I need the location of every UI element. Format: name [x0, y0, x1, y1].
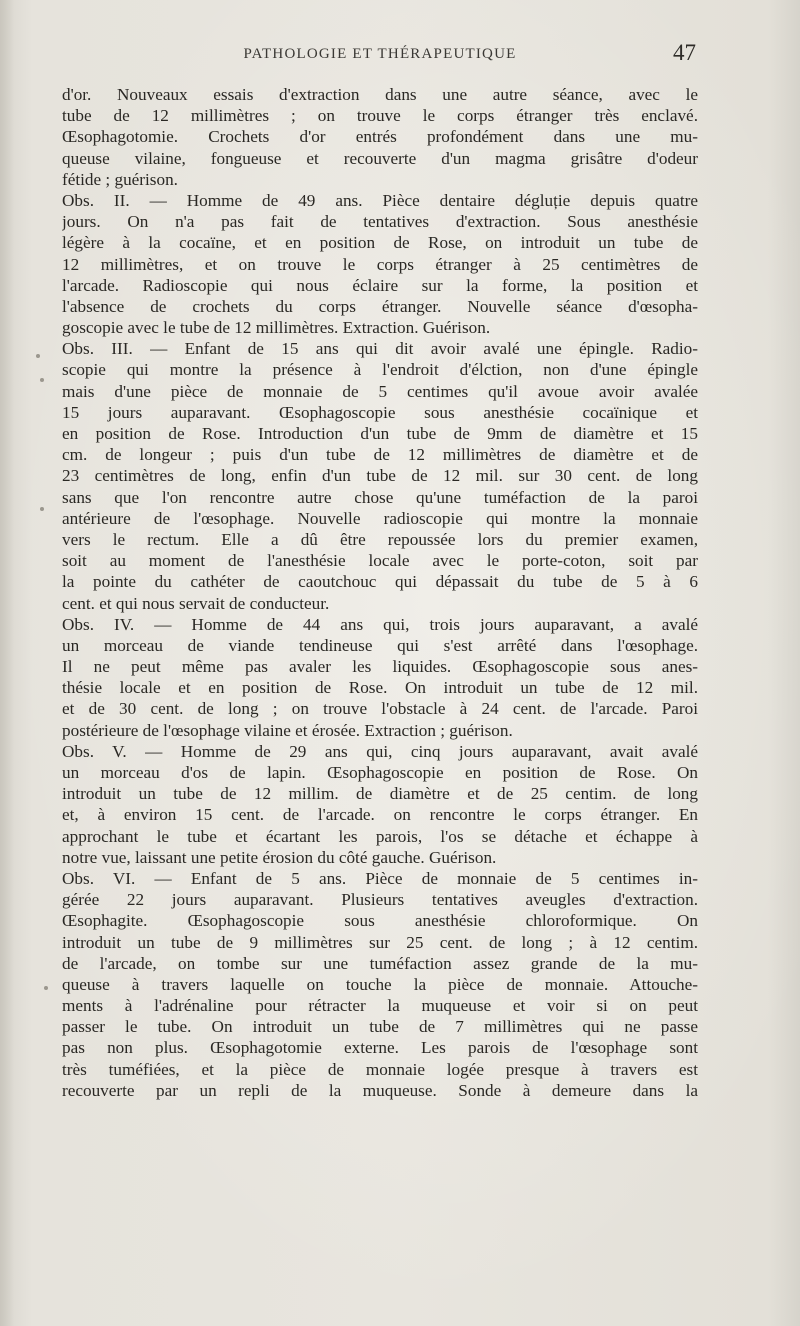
text-line: recouverte par un repli de la muqueuse. Sonde à demeure dans la [62, 1080, 698, 1100]
text-line: 12 millimètres, et on trouve le corps étranger à 25 centimètres de [62, 254, 698, 274]
text-line: ments à l'adrénaline pour rétracter la muqueuse et voir si on peut [62, 996, 698, 1016]
text-line: 15 jours auparavant. Œsophagoscopie sous anesthésie cocaïnique et [62, 402, 698, 422]
text-line: approchant le tube et écartant les parois, l'os se détache et échappe à [62, 826, 698, 846]
text-line: sans que l'on rencontre autre chose qu'une tuméfaction de la paroi [62, 487, 698, 507]
running-title: PATHOLOGIE ET THÉRAPEUTIQUE [243, 46, 517, 62]
text-line: jours. On n'a pas fait de tentatives d'extraction. Sous anesthésie [62, 212, 698, 232]
text-line: et de 30 cent. de long ; on trouve l'obstacle à 24 cent. de l'arcade. Paroi [62, 699, 698, 719]
text-line: légère à la cocaïne, et en position de Rose, on introduit un tube de [62, 233, 698, 253]
text-line: vers le rectum. Elle a dû être repoussée lors du premier examen, [62, 529, 698, 549]
text-line: un morceau d'os de lapin. Œsophagoscopie en position de Rose. On [62, 763, 698, 782]
text-line: Œsophagite. Œsophagoscopie sous anesthésie chloroformique. On [62, 911, 698, 931]
text-line: Obs. II. — Homme de 49 ans. Pièce dentaire dégluție depuis quatre [62, 190, 698, 210]
page-number: 47 [673, 40, 696, 65]
body-text [62, 84, 698, 1101]
text-line: en position de Rose. Introduction d'un tube de 9mm de diamètre et 15 [62, 424, 698, 443]
text-line: cent. et qui nous servait de conducteur. [62, 593, 330, 613]
text-line: 23 centimètres de long, enfin d'un tube de 12 mil. sur 30 cent. de long [62, 466, 698, 486]
text-line: de l'arcade, on tombe sur une tuméfaction assez grande de la mu- [62, 953, 698, 973]
text-line: Obs. V. — Homme de 29 ans qui, cinq jours auparavant, avait avalé [62, 741, 698, 761]
text-line: Il ne peut même pas avaler les liquides. Œsophagoscopie sous anes- [62, 657, 698, 677]
text-line: scopie qui montre la présence à l'endroit d'élction, non d'une épingle [62, 360, 698, 380]
text-line: très tuméfiées, et la pièce de monnaie logée presque à travers est [62, 1059, 698, 1079]
text-line: antérieure de l'œsophage. Nouvelle radioscopie qui montre la monnaie [62, 508, 698, 528]
text-line: Obs. III. — Enfant de 15 ans qui dit avoir avalé une épingle. Radio- [62, 339, 698, 359]
text-line: queuse vilaine, fongueuse et recouverte d'un magma grisâtre d'odeur [62, 148, 698, 168]
text-line: introduit un tube de 12 millim. de diamètre et de 25 centim. de long [62, 784, 698, 804]
page-gutter-shadow [0, 0, 14, 1326]
text-line: Œsophagotomie. Crochets d'or entrés profondément dans une mu- [62, 127, 698, 147]
text-line: pas non plus. Œsophagotomie externe. Les parois de l'œsophage sont [62, 1038, 698, 1058]
margin-speck [40, 378, 44, 382]
text-line: et, à environ 15 cent. de l'arcade. on rencontre le corps étranger. En [62, 805, 698, 825]
text-line: goscopie avec le tube de 12 millimètres. Extraction. Guérison. [62, 318, 491, 338]
margin-speck [40, 507, 44, 511]
text-line: passer le tube. On introduit un tube de 7 millimètres qui ne passe [62, 1017, 698, 1037]
text-line: fétide ; guérison. [62, 169, 178, 189]
margin-speck [36, 354, 40, 358]
text-line: Obs. VI. — Enfant de 5 ans. Pièce de monnaie de 5 centimes in- [62, 868, 698, 888]
text-line: gérée 22 jours auparavant. Plusieurs tentatives aveugles d'extraction. [62, 890, 698, 910]
text-line: queuse à travers laquelle on touche la pièce de monnaie. Attouche- [62, 974, 698, 994]
text-line: postérieure de l'œsophage vilaine et érosée. Extraction ; guérison. [62, 720, 513, 740]
text-line: l'absence de crochets du corps étranger. Nouvelle séance d'œsopha- [62, 296, 698, 316]
text-line: soit au moment de l'anesthésie locale avec le porte-coton, soit par [62, 551, 698, 571]
text-line: introduit un tube de 9 millimètres sur 25 cent. de long ; à 12 centim. [62, 932, 698, 952]
text-line: mais d'une pièce de monnaie de 5 centimes qu'il avoue avoir avalée [62, 381, 698, 401]
text-line: thésie locale et en position de Rose. On introduit un tube de 12 mil. [62, 678, 698, 698]
text-line: cm. de longeur ; puis d'un tube de 12 millimètres de diamètre et de [62, 445, 698, 465]
page-header [60, 40, 700, 70]
text-line: notre vue, laissant une petite érosion du côté gauche. Guérison. [62, 847, 497, 867]
text-line: un morceau de viande tendineuse qui s'est arrêté dans l'œsophage. [62, 635, 698, 655]
text-line: la pointe du cathéter de caoutchouc qui dépassait du tube de 5 à 6 [62, 572, 698, 592]
text-line: Obs. IV. — Homme de 44 ans qui, trois jours auparavant, a avalé [62, 614, 698, 634]
text-line: l'arcade. Radioscopie qui nous éclaire sur la forme, la position et [62, 275, 698, 295]
text-line: tube de 12 millimètres ; on trouve le corps étranger très enclavé. [62, 106, 698, 126]
text-line: d'or. Nouveaux essais d'extraction dans une autre séance, avec le [62, 85, 698, 104]
margin-speck [44, 986, 48, 990]
